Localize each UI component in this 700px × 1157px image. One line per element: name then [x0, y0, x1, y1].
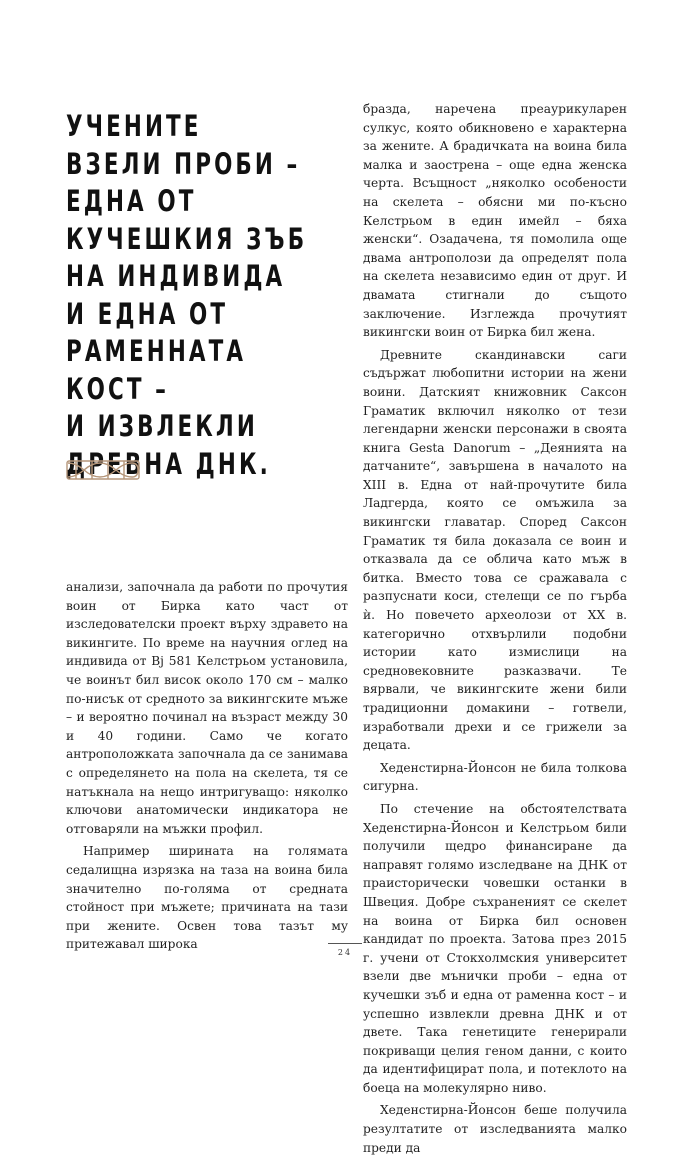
- paragraph: Древните скандинавски саги съдържат любопитни истории на жени воини. Датският книжовник Саксон Граматик включил няколко от тези легендарни женски персонажи в своята книга Gesta Danorum – „Деянията на датчаните“, завършена в началото на XIII в. Една от най-прочутите била Ладгерда, която се омъжила за викингски главатар. Според Саксон Граматик тя била доказала се воин и отказвала да се облича като мъж в битка. Вместо това се сражавала с разпуснати коси, стелещи се по гърба ѝ. Но повечето археолози от XX в. категорично отхвърлили подобни истории като измислици на средновековните разказвачи. Те вярвали, че викингските жени били традиционни домакини – готвели, изработвали дрехи и се грижели за децата.: [363, 347, 627, 753]
- pull-quote-line: КУЧЕШКИЯ ЗЪБ: [66, 221, 308, 256]
- pull-quote-line: И ИЗВЛЕКЛИ: [66, 409, 258, 443]
- pull-quote: [66, 108, 308, 483]
- pull-quote-line: КОСТ –: [66, 371, 170, 406]
- pull-quote-line: РАМЕННАТА: [66, 334, 247, 368]
- paragraph: бразда, наречена преаурикуларен сулкус, която обикновено е характерна за жените. А брадичката на воина била малка и заострена – още една женска черта. Всъщност „няколко особености на скелета – обясни ми по-късно Келстрьом в един имейл – бяха женски“. Озадачена, тя помолила още двама антрополози да определят пола на скелета независимо един от друг. И двамата стигнали до същото заключение. Изглежда прочутият викингски воин от Бирка бил жена.: [363, 102, 627, 340]
- paragraph: По стечение на обстоятелствата Хеденстирна-Йонсон и Келстрьом били получили щедро финансиране да направят голямо изследване на ДНК от праисторически човешки останки в Швеция. Добре съхраненият се скелет на воина от Бирка бил основен кандидат по проекта. Затова през 2015 г. учени от Стокхолмския университет взели две мънички проби – една от кучешки зъб и една от раменна кост – и успешно извлекли древна ДНК и от двете. Така генетиците генерирали покриващи целия геном данни, с които да идентифицират пола, и потеклото на боеца на молекулярно ниво.: [363, 801, 627, 1095]
- left-text-column: [66, 578, 348, 954]
- pull-quote-line: НА ИНДИВИДА: [66, 259, 286, 293]
- paragraph: анализи, започнала да работи по прочутия воин от Бирка като част от изследователски проект върху здравето на викингите. По време на научния оглед на индивида от Bj 581 Келстрьом установила, че воинът бил висок около 170 см – малко по-нисък от средното за викингските мъже – и вероятно починал на възраст между 30 и 40 години. Само че когато антроположката започнала да се занимава с определянето на пола на скелета, тя се натъкнала на нещо интригуващо: няколко ключови анатомически индикатора не отговаряли на мъжки профил.: [66, 580, 348, 836]
- pull-quote-line: ЕДНА ОТ: [66, 184, 197, 218]
- celtic-knot-ornament-icon: [66, 460, 140, 484]
- paragraph: Хеденстирна-Йонсон не била толкова сигурна.: [363, 760, 627, 794]
- pull-quote-line: ВЗЕЛИ ПРОБИ –: [66, 146, 301, 181]
- right-text-column: [363, 100, 627, 1157]
- pull-quote-line: УЧЕНИТЕ: [66, 109, 202, 143]
- paragraph: Например ширината на голямата седалищна изрязка на таза на воина била значително по-голяма от средната стойност при мъжете; причината на тази при жените. Освен това тазът му притежавал широка: [66, 844, 348, 952]
- page-number: 24: [337, 948, 353, 957]
- pull-quote-line: И ЕДНА ОТ: [66, 296, 229, 331]
- paragraph: Хеденстирна-Йонсон беше получила резултатите от изследванията малко преди да: [363, 1103, 627, 1155]
- pull-quote-line: ДРЕВНА ДНК.: [66, 446, 271, 481]
- folio-rule: [328, 943, 362, 944]
- page-folio: [328, 943, 362, 957]
